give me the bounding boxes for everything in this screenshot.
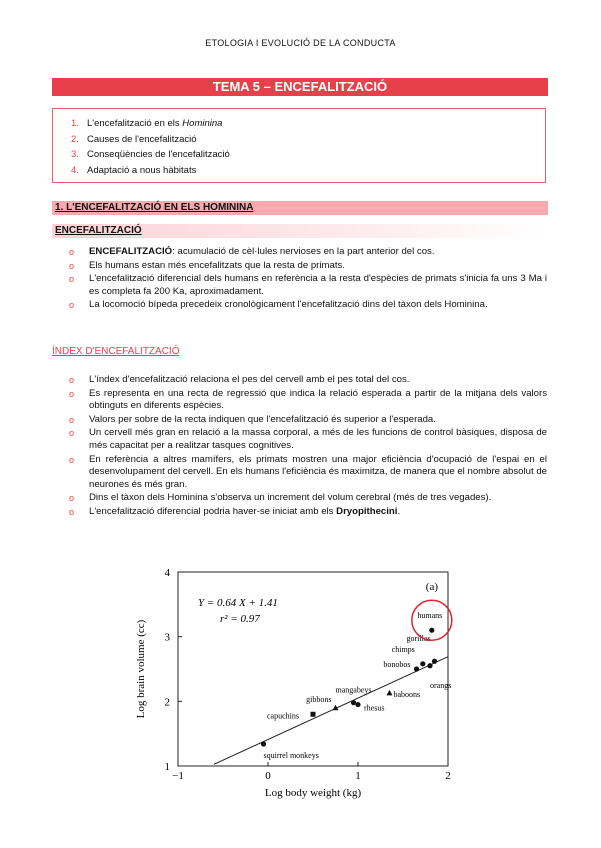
bullet-item: o En referència a altres mamífers, els primats mostren una major eficiència d'ocupació de l'espai en el desenvolupament del cervell. En els humans l'eficiència és maximitza, de manera que el nombre absolut de neurones és més gran. (69, 453, 547, 490)
panel-label: (a) (425, 581, 438, 593)
data-point (414, 666, 419, 671)
toc-item (53, 163, 545, 179)
index-heading: ÍNDEX D'ENCEFALITZACIÓ (52, 346, 180, 357)
x-tick-label: 0 (265, 770, 271, 782)
data-point (351, 700, 356, 705)
toc-text: Causes de l'encefalització (87, 133, 197, 145)
y-tick-label: 3 (164, 631, 170, 644)
data-label: humans (417, 611, 443, 621)
bullet-icon: o (69, 428, 75, 439)
toc-text: Conseqüències de l'encefalització (87, 149, 230, 160)
bullet-item: o Els humans estan més encefalitzats que la resta de primats. (69, 259, 345, 271)
bullet-item: o Es representa en una recta de regressió que indica la relació esperada a partir de la mitjana dels valors obtinguts en diferents espècies. (69, 387, 547, 412)
bullet-icon: o (69, 300, 75, 311)
data-label: capuchins (267, 711, 299, 721)
data-point (387, 690, 393, 696)
data-point (355, 702, 360, 707)
data-point (429, 628, 434, 633)
r-squared: r² = 0.97 (220, 613, 260, 625)
data-label: orangs (430, 680, 452, 690)
bullet-item: o Un cervell més gran en relació a la massa corporal, a més de les funcions de control bàsiques, disposa de més capacitat per a realitzar tasques cognitives. (69, 427, 547, 451)
bullet-item: o L'encefalització diferencial dels humans en referència a la resta d'espècies de primats s'inicia fa uns 3 Ma i es completa fa 200 Ka, aproximadament. (69, 273, 547, 297)
data-point (261, 741, 266, 746)
bullet-icon: o (69, 388, 75, 399)
data-label: squirrel monkeys (263, 751, 319, 761)
bullet-icon: o (69, 260, 75, 271)
toc-text: Adaptació a nous hàbitats (87, 164, 197, 176)
page-title: TEMA 5 – ENCEFALITZACIÓ (52, 78, 548, 96)
bullet-item: o L'índex d'encefalització relaciona el pes del cervell amb el pes total del cos. (69, 374, 410, 385)
bullet-item: o ENCEFALITZACIÓ: acumulació de cèl·lules nervioses en la part anterior del cos. (69, 246, 435, 257)
data-label: bonobos (383, 660, 411, 669)
bullet-item: o Valors per sobre de la recta indiquen que l'encefalització és superior a l'esperada. (69, 413, 436, 425)
toc-number: 2. (71, 133, 79, 145)
encefalitzacio-bullets (69, 246, 547, 313)
toc-number: 4. (71, 164, 79, 176)
toc-text: L'encefalització en els Hominina (87, 118, 223, 129)
y-axis-label: Log brain volume (cc) (135, 619, 147, 719)
data-label: baboons (393, 689, 421, 699)
x-tick-label: 1 (355, 770, 361, 782)
toc-item (53, 132, 545, 148)
data-label: rhesus (364, 703, 385, 713)
toc-item (53, 147, 545, 163)
y-tick-label: 1 (164, 761, 170, 773)
data-label: gibbons (306, 694, 332, 704)
section-1-heading: 1. L'ENCEFALITZACIÓ EN ELS HOMININA (52, 201, 548, 215)
document-header: ETOLOGIA I EVOLUCIÓ DE LA CONDUCTA (205, 38, 396, 48)
bullet-icon: o (69, 274, 75, 285)
index-bullets (69, 374, 547, 520)
toc-item (53, 116, 545, 132)
x-axis-label: Log body weight (kg) (264, 787, 362, 799)
bullet-icon: o (69, 375, 75, 385)
y-tick-label: 4 (164, 567, 170, 579)
data-point (311, 712, 316, 717)
data-label: mangabeys (335, 685, 372, 695)
y-tick-label: 2 (164, 696, 170, 709)
bullet-item: o La locomoció bípeda precedeix cronològicament l'encefalització dins del tàxon dels Hominina. (69, 299, 488, 311)
toc-number: 1. (71, 118, 79, 129)
data-point (427, 663, 432, 668)
bullet-icon: o (69, 493, 75, 504)
data-label: gorillas (406, 634, 431, 644)
bullet-item: o Dins el tàxon dels Hominina s'observa un increment del volum cerebral (més de tres vegades). (69, 492, 492, 504)
data-label: chimps (391, 644, 415, 654)
x-tick-label: −1 (172, 770, 184, 782)
bullet-icon: o (69, 247, 75, 257)
data-point (432, 659, 437, 664)
bullet-item: o L'encefalització diferencial podria haver-se iniciat amb els Dryopithecini. (69, 505, 401, 517)
data-point (420, 661, 425, 666)
regression-line (214, 657, 448, 765)
table-of-contents (52, 108, 546, 183)
bullet-icon: o (69, 454, 75, 465)
encefalitzacio-heading: ENCEFALITZACIÓ (52, 224, 548, 238)
bullet-icon: o (69, 506, 75, 517)
brain-body-scatter-chart (130, 560, 460, 810)
regression-equation: Y = 0.64 X + 1.41 (198, 597, 278, 609)
bullet-icon: o (69, 414, 75, 425)
x-tick-label: 2 (445, 770, 451, 782)
toc-number: 3. (71, 149, 79, 160)
